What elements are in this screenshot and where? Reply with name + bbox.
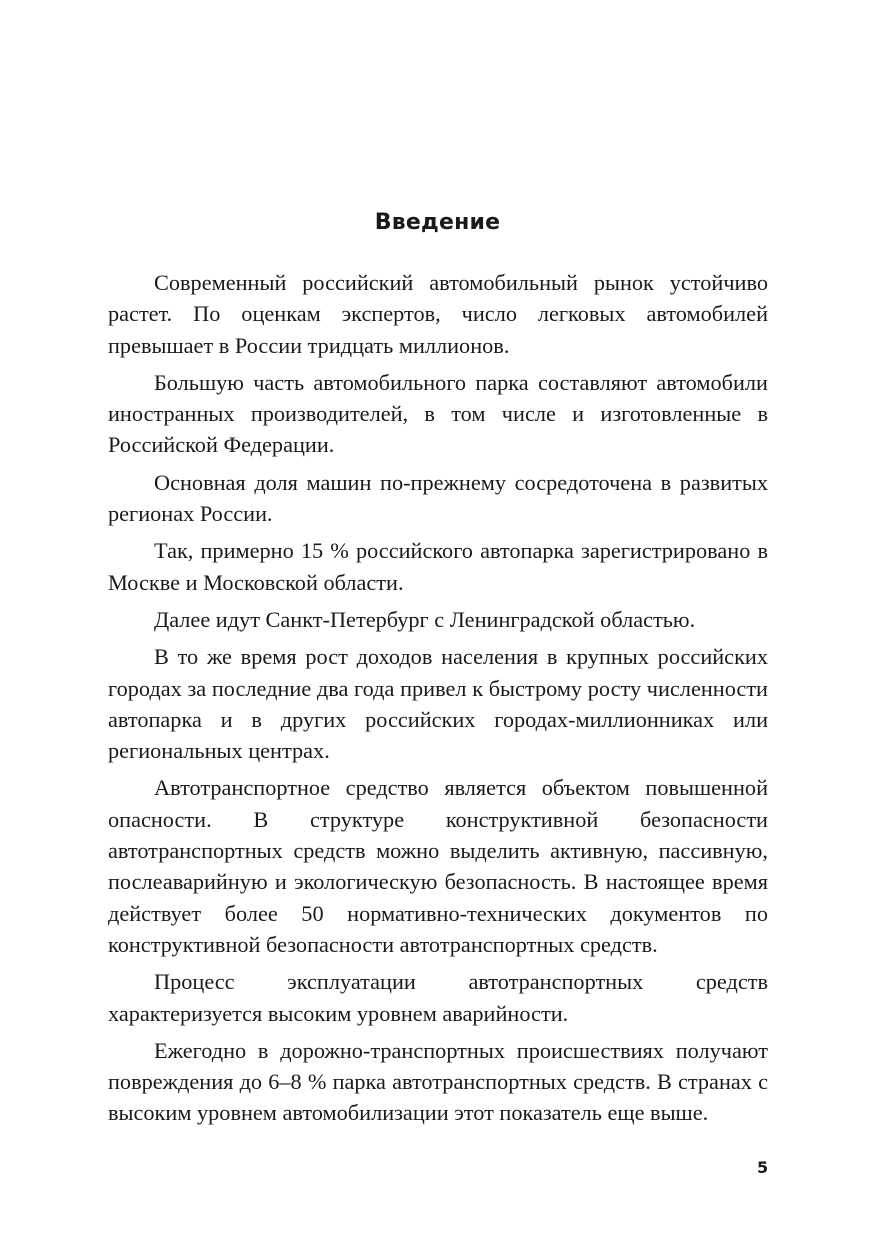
body-text (108, 267, 768, 1135)
page-title: Введение (374, 210, 501, 235)
paragraph: Далее идут Санкт-Петербург с Ленинградской областью. (154, 606, 696, 632)
paragraph: Основная доля машин по-прежнему сосредоточена в развитых регионах России. (108, 469, 768, 527)
paragraph: Автотранспортное средство является объектом повышенной опасности. В структуре конструктивной безопасности автотранспортных средств можно выделить активную, пассивную, послеаварийную и экологическую безопасность. В настоящее время действует более 50 нормативно-технических документов по конструктивной безопасности автотранспортных средств. (108, 775, 768, 957)
paragraph: Так, примерно 15 % российского автопарка зарегистрировано в Москве и Московской области. (108, 538, 768, 595)
paragraph: Большую часть автомобильного парка составляют автомобили иностранных производителей, в том числе и изготовленные в Российской Федерации. (108, 369, 768, 458)
paragraph: Процесс эксплуатации автотранспортных средств характеризуется высоким уровнем аварийности. (108, 969, 768, 1026)
page-number: 5 (757, 1158, 769, 1177)
paragraph: Ежегодно в дорожно-транспортных происшествиях получают повреждения до 6–8 % парка автотранспортных средств. В странах с высоким уровнем автомобилизации этот показатель еще выше. (108, 1037, 768, 1126)
paragraph: В то же время рост доходов населения в крупных российских городах за последние два года привел к быстрому росту численности автопарка и в других российских городах-миллионниках или региональных центрах. (108, 644, 768, 764)
paragraph: Современный российский автомобильный рынок устойчиво растет. По оценкам экспертов, число легковых автомобилей превышает в России тридцать миллионов. (108, 270, 768, 358)
